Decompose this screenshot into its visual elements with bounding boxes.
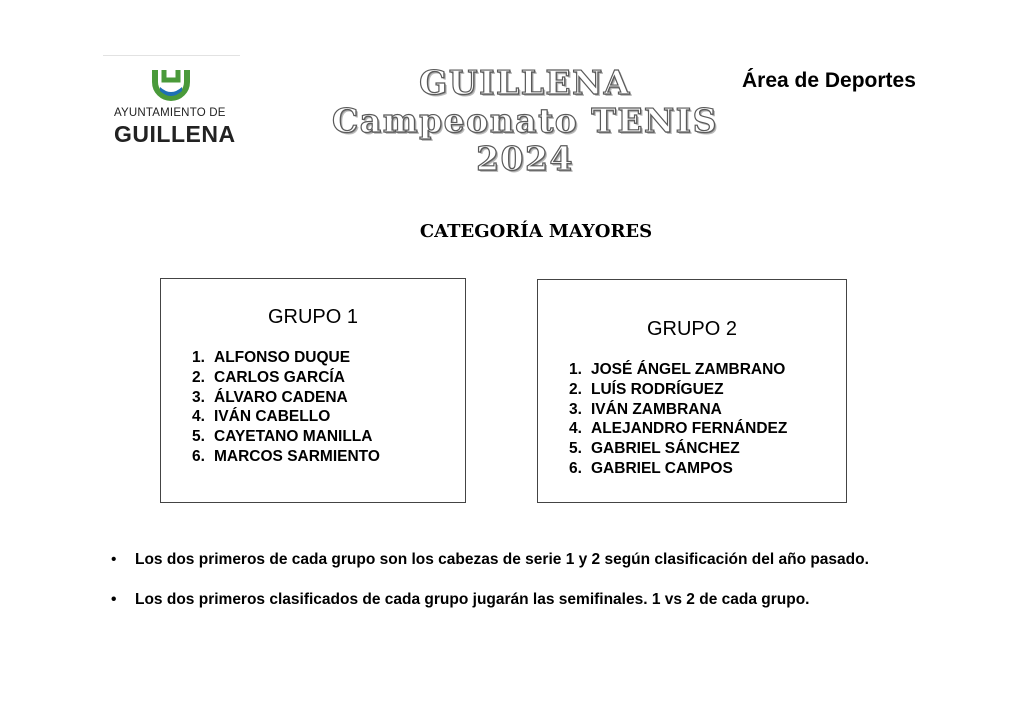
player-item <box>569 459 787 479</box>
logo-divider <box>103 55 240 56</box>
player-number: 2. <box>569 380 582 398</box>
player-number: 5. <box>569 440 582 458</box>
area-deportes-label: Área de Deportes <box>742 69 916 92</box>
title-line-3: 2024 <box>476 139 574 178</box>
player-item <box>192 447 380 467</box>
player-item <box>192 427 380 447</box>
player-item <box>192 388 380 408</box>
logo-emblem-icon <box>150 67 192 103</box>
player-name: ALFONSO DUQUE <box>214 349 351 366</box>
player-name: LUÍS RODRÍGUEZ <box>591 380 724 398</box>
player-name: MARCOS SARMIENTO <box>214 447 380 465</box>
player-name: GABRIEL CAMPOS <box>591 459 733 477</box>
player-number: 4. <box>569 420 582 438</box>
group-box-1 <box>160 278 466 503</box>
player-item <box>192 348 380 368</box>
player-number: 1. <box>192 349 205 366</box>
note-text: Los dos primeros clasificados de cada grupo jugarán las semifinales. 1 vs 2 de cada grupo. <box>135 591 810 608</box>
player-item <box>569 419 787 439</box>
player-number: 6. <box>569 459 582 477</box>
bullet-icon: • <box>111 551 117 568</box>
player-item <box>569 439 787 459</box>
player-name: IVÁN CABELLO <box>214 408 331 426</box>
player-name: JOSÉ ÁNGEL ZAMBRANO <box>591 361 786 378</box>
note-text: Los dos primeros de cada grupo son los cabezas de serie 1 y 2 según clasificación del año pasado. <box>135 551 869 568</box>
group-box-2 <box>537 279 847 503</box>
player-name: ALEJANDRO FERNÁNDEZ <box>591 420 788 438</box>
group-title: GRUPO 2 <box>646 318 738 340</box>
player-number: 5. <box>192 428 205 446</box>
title-line-2: Campeonato TENIS <box>332 101 718 140</box>
title-line-1: GUILLENA <box>419 63 631 102</box>
player-number: 6. <box>192 447 205 465</box>
player-number: 2. <box>192 368 205 386</box>
player-item <box>569 380 787 400</box>
player-number: 1. <box>569 361 582 378</box>
logo-text-guillena: GUILLENA <box>114 121 236 147</box>
player-list <box>192 348 380 467</box>
player-name: ÁLVARO CADENA <box>214 388 348 406</box>
player-name: CAYETANO MANILLA <box>214 428 373 446</box>
player-item <box>192 407 380 427</box>
player-item <box>192 368 380 388</box>
notes-list <box>111 550 869 610</box>
ayuntamiento-logo <box>103 55 238 150</box>
note-item <box>111 550 869 570</box>
player-number: 3. <box>569 400 582 418</box>
player-name: IVÁN ZAMBRANA <box>591 400 722 418</box>
player-name: CARLOS GARCÍA <box>214 368 345 386</box>
category-heading: CATEGORÍA MAYORES <box>419 221 653 242</box>
player-list <box>569 360 787 479</box>
document-title <box>320 64 730 178</box>
player-item <box>569 400 787 420</box>
group-title: GRUPO 1 <box>267 306 359 328</box>
player-number: 4. <box>192 408 205 426</box>
player-name: GABRIEL SÁNCHEZ <box>591 440 740 458</box>
bullet-icon: • <box>111 591 117 608</box>
note-item <box>111 590 869 610</box>
player-item <box>569 360 787 380</box>
player-number: 3. <box>192 388 205 406</box>
logo-text-ayuntamiento: AYUNTAMIENTO DE <box>114 107 226 119</box>
